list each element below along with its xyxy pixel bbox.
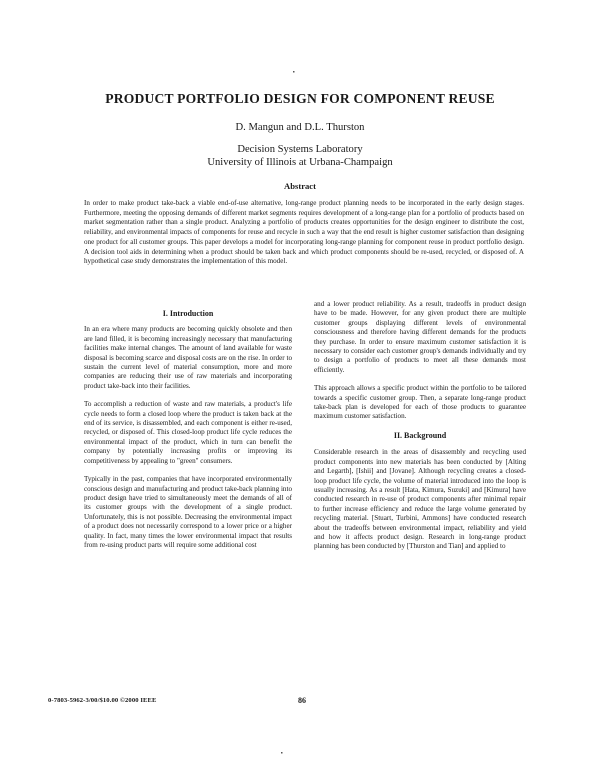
scan-speck xyxy=(281,752,283,754)
paper-title: PRODUCT PORTFOLIO DESIGN FOR COMPONENT REUSE xyxy=(105,91,495,106)
scan-speck xyxy=(293,71,295,73)
intro-paragraph-3: Typically in the past, companies that have incorporated environmentally conscious design and manufacturing and product take-back planning into product design have tried to simultaneously meet the demands of all of its customer groups with the development of a single product. Unfortunately, this is not possible. Decreasing the environmental impact of a product does not necessarily correspond to a lower price or a higher quality. In fact, many times the lower environmental impact that results from re-using product parts will require some additional cost xyxy=(84,475,292,549)
intro-paragraph-4: and a lower product reliability. As a result, tradeoffs in product design have to be made. However, for any given product there are multiple customer groups displaying different levels of environmental consciousness and therefore having different demands for the products they purchase. In order to ensure maximum customer satisfaction it is necessary to consider each customer group's demands individually and try to design a portfolio of products to meet all these demands most efficiently. xyxy=(314,300,526,374)
abstract-text: In order to make product take-back a viable end-of-use alternative, long-range product planning needs to be incorporated in the early design stages. Furthermore, meeting the opposing demands of different market segments requires development of a long-range plan for a portfolio of products based on market segmentation rather than a single product. Analyzing a portfolio of products creates opportunities for the design engineer to distribute the cost, reliability, and environmental impacts of components for reuse and recycle in such a way that the end result is higher customer satisfaction than designing one product for all customer groups. This paper develops a model for incorporating long-range planning for component reuse in product portfolio design. A decision tool aids in determining when a product should be taken back and which product components should be re-used, recycled, or disposed of. A hypothetical case study demonstrates the implementation of this model. xyxy=(84,199,524,266)
footer-isbn: 0-7803-5962-3/00/$10.00 ©2000 IEEE xyxy=(48,697,157,704)
background-paragraph-1: Considerable research in the areas of disassembly and recycling used product components into new materials has been conducted by [Alting and Legarth], [Ishii] and [Jovane]. Although recycling creates a closed-loop product life cycle, the volume of material introduced into the loop is usually increasing. As a result [Hata, Kimura, Suzuki] and [Kimura] have conducted research in re-use of product components after minimal repair to further increase efficiency and reduce the large volume generated by recycling material. [Stuart, Turbini, Ammons] have conducted research about the tradeoffs between environmental impact, reliability and yield and how it affects product design. Research in long-range product planning has been conducted by [Thurston and Tian] and applied to xyxy=(314,448,526,551)
affiliation-lab: Decision Systems Laboratory xyxy=(237,144,363,155)
section-heading-background: II. Background xyxy=(393,430,447,440)
abstract-heading: Abstract xyxy=(284,181,316,191)
page-number: 86 xyxy=(298,696,306,705)
affiliation-university: University of Illinois at Urbana-Champaign xyxy=(207,157,393,168)
paper-authors: D. Mangun and D.L. Thurston xyxy=(235,122,365,133)
section-heading-introduction: I. Introduction xyxy=(162,309,214,318)
intro-paragraph-5: This approach allows a specific product within the portfolio to be tailored towards a specific customer group. Then, a separate long-range product take-back plan is developed for each of those products to guarantee maximum customer satisfaction. xyxy=(314,384,526,421)
intro-paragraph-2: To accomplish a reduction of waste and raw materials, a product's life cycle needs to form a closed loop where the product is taken back at the end of its service, is disassembled, and each component is either re-used, recycled, or disposed of. This closed-loop product life cycle reduces the environmental impact of the product, which in turn can benefit the company by potentially increasing profits or improving its competitiveness by appealing to "green" consumers. xyxy=(84,400,292,465)
intro-paragraph-1: In an era where many products are becoming quickly obsolete and then are land filled, it is becoming increasingly necessary that manufacturing facilities make internal changes. The amount of land available for waste disposal is becoming scarce and disposal costs are on the rise. In order to sustain the current level of material consumption, more and more companies are reducing their use of raw materials and incorporating product take-back into their facilities. xyxy=(84,325,292,390)
